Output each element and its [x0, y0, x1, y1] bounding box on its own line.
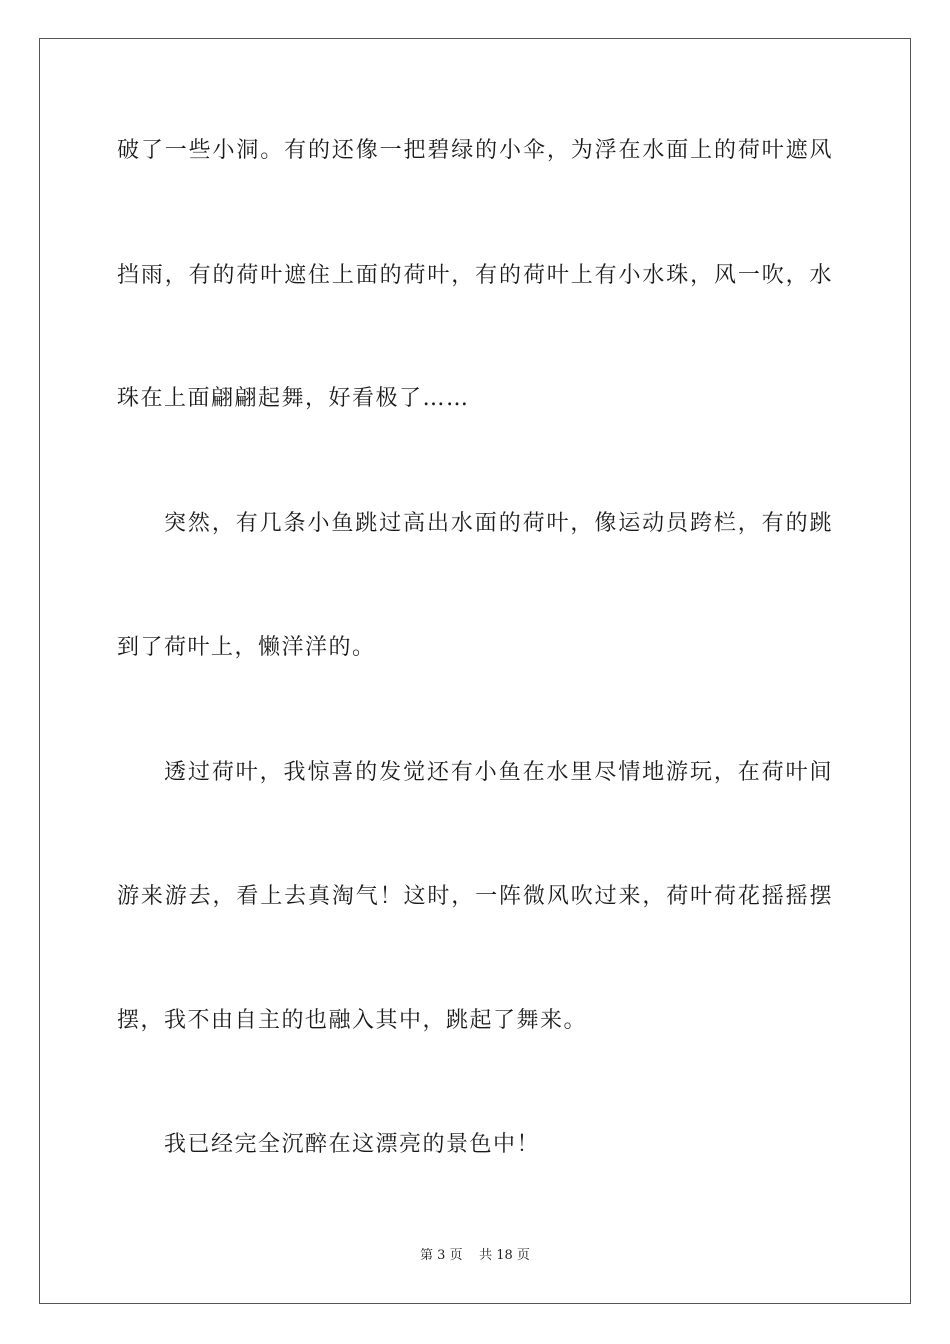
page-number: 第 3 页	[420, 1248, 463, 1263]
text-line-5: 到了荷叶上，懒洋洋的。	[117, 635, 376, 660]
text-line-6: 透过荷叶，我惊喜的发觉还有小鱼在水里尽情地游玩，在荷叶间	[164, 760, 833, 785]
text-line-9: 我已经完全沉醉在这漂亮的景色中！	[164, 1132, 541, 1157]
text-line-7: 游来游去，看上去真淘气！这时，一阵微风吹过来，荷叶荷花摇摇摆	[117, 884, 833, 909]
text-line-8: 摆，我不由自主的也融入其中，跳起了舞来。	[117, 1008, 588, 1033]
text-line-1: 破了一些小洞。有的还像一把碧绿的小伞，为浮在水面上的荷叶遮风	[117, 138, 833, 163]
text-line-4: 突然，有几条小鱼跳过高出水面的荷叶，像运动员跨栏，有的跳	[164, 511, 833, 536]
page-footer	[0, 1247, 950, 1265]
page-total: 共 18 页	[479, 1248, 530, 1263]
text-line-2: 挡雨，有的荷叶遮住上面的荷叶，有的荷叶上有小水珠，风一吹，水	[117, 263, 833, 288]
page-frame	[39, 38, 911, 1304]
text-line-3: 珠在上面翩翩起舞，好看极了……	[117, 386, 470, 411]
